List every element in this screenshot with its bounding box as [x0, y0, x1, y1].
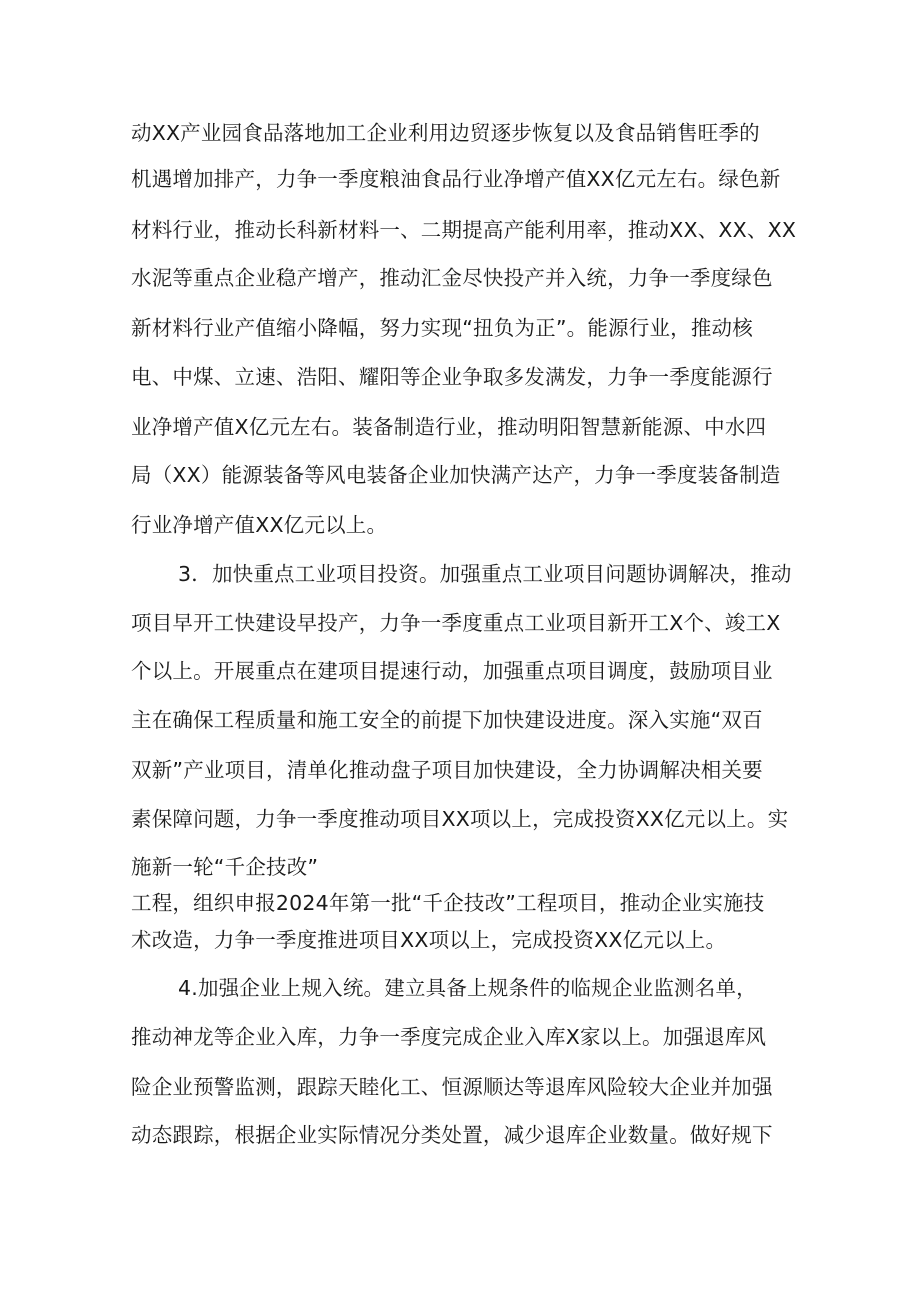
text-line: 新材料行业产值缩小降幅，努力实现“扭负为正”。能源行业，推动核 — [131, 316, 753, 340]
text-line: 施新一轮“千企技改” — [131, 855, 319, 879]
text-line: 推动神龙等企业入库，力争一季度完成企业入库X家以上。加强退库风 — [131, 1025, 767, 1049]
text-line: 局（XX）能源装备等风电装备企业加快满产达产，力争一季度装备制造 — [131, 463, 781, 487]
text-line: 双新”产业项目，清单化推动盘子项目加快建设，全力协调解决相关要 — [131, 758, 763, 782]
text-line: 电、中煤、立速、浩阳、耀阳等企业争取多发满发，力争一季度能源行 — [131, 365, 773, 389]
text-line: 机遇增加排产，力争一季度粮油食品行业净增产值XX亿元左右。绿色新 — [131, 167, 781, 191]
text-line: 行业净增产值XX亿元以上。 — [131, 513, 388, 537]
text-line: 材料行业，推动长科新材料一、二期提高产能利用率，推动XX、XX、XX — [131, 218, 797, 242]
text-line: 素保障问题，力争一季度推动项目XX项以上，完成投资XX亿元以上。实 — [131, 807, 789, 831]
text-line: 主在确保工程质量和施工安全的前提下加快建设进度。深入实施“双百 — [131, 708, 763, 732]
text-line: 动态跟踪，根据企业实际情况分类处置，减少退库企业数量。做好规下 — [131, 1123, 773, 1147]
text-line: 术改造，力争一季度推进项目XX项以上，完成投资XX亿元以上。 — [131, 928, 727, 952]
section-heading-line: 3．加快重点工业项目投资。加强重点工业项目问题协调解决，推动 — [178, 562, 792, 586]
text-line: 业净增产值X亿元左右。装备制造行业，推动明阳智慧新能源、中水四 — [131, 415, 767, 439]
text-line: 项目早开工快建设早投产，力争一季度重点工业项目新开工X个、竣工X — [131, 611, 781, 635]
text-line: 个以上。开展重点在建项目提速行动，加强重点项目调度，鼓励项目业 — [131, 659, 773, 683]
text-line: 水泥等重点企业稳产增产，推动汇金尽快投产并入统，力争一季度绿色 — [131, 266, 773, 290]
text-line: 险企业预警监测，跟踪天睦化工、恒源顺达等退库风险较大企业并加强 — [131, 1075, 773, 1099]
text-line: 工程，组织申报2024年第一批“千企技改”工程项目，推动企业实施技 — [131, 891, 765, 915]
text-line: 动XX产业园食品落地加工企业利用边贸逐步恢复以及食品销售旺季的 — [131, 121, 760, 145]
section-heading-line: 4.加强企业上规入统。建立具备上规条件的临规企业监测名单， — [178, 976, 757, 1000]
